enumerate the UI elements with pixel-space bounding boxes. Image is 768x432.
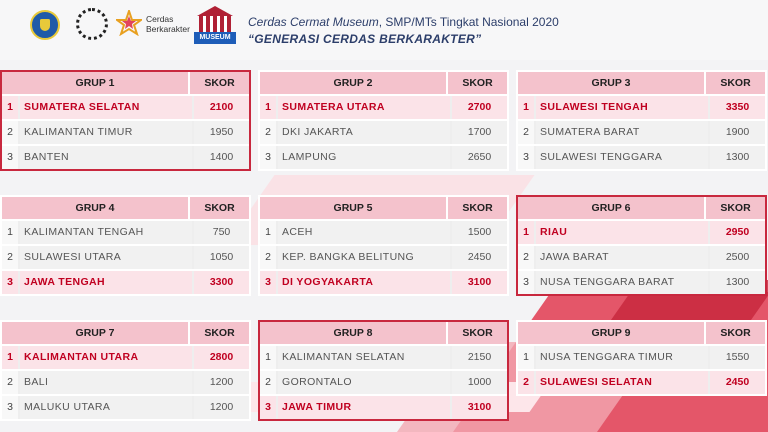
group-name: GRUP 9 <box>518 322 704 344</box>
score-value: 750 <box>194 221 249 244</box>
museum-logo <box>194 6 236 46</box>
score-value: 2450 <box>452 246 507 269</box>
group-table-5 <box>258 195 509 296</box>
cerdas-logo-line1: Cerdas <box>146 14 174 24</box>
rank-number: 3 <box>2 396 18 419</box>
province-name: NUSA TENGGARA TIMUR <box>536 346 708 369</box>
rank-number: 2 <box>260 246 276 269</box>
province-name: SUMATERA UTARA <box>278 96 450 119</box>
group-table-2 <box>258 70 509 171</box>
rank-number: 2 <box>518 246 534 269</box>
rank-number: 3 <box>260 271 276 294</box>
group-name: GRUP 7 <box>2 322 188 344</box>
rank-number: 1 <box>260 346 276 369</box>
province-name: SUMATERA BARAT <box>536 121 708 144</box>
province-name: ACEH <box>278 221 450 244</box>
score-column-header: SKOR <box>190 72 249 94</box>
province-name: KALIMANTAN TENGAH <box>20 221 192 244</box>
table-row <box>260 371 507 394</box>
table-row <box>518 221 765 244</box>
group-header <box>2 72 249 94</box>
province-name: SULAWESI UTARA <box>20 246 192 269</box>
group-name: GRUP 6 <box>518 197 704 219</box>
rank-number: 2 <box>260 121 276 144</box>
group-header <box>518 322 765 344</box>
table-row <box>2 146 249 169</box>
province-name: MALUKU UTARA <box>20 396 192 419</box>
rank-number: 1 <box>518 96 534 119</box>
rank-number: 3 <box>518 146 534 169</box>
rank-number: 1 <box>260 96 276 119</box>
province-name: KALIMANTAN SELATAN <box>278 346 450 369</box>
province-name: KEP. BANGKA BELITUNG <box>278 246 450 269</box>
province-name: GORONTALO <box>278 371 450 394</box>
rank-number: 1 <box>2 346 18 369</box>
rank-number: 3 <box>260 146 276 169</box>
group-header <box>2 322 249 344</box>
rank-number: 1 <box>518 346 534 369</box>
title-italic: Cerdas Cermat Museum <box>248 15 379 29</box>
score-column-header: SKOR <box>706 322 765 344</box>
province-name: JAWA BARAT <box>536 246 708 269</box>
page-subtitle: “GENERASI CERDAS BERKARAKTER” <box>248 32 482 46</box>
table-row <box>2 346 249 369</box>
score-value: 3100 <box>452 271 507 294</box>
rank-number: 1 <box>518 221 534 244</box>
score-value: 2650 <box>452 146 507 169</box>
rank-number: 2 <box>518 371 534 394</box>
table-row <box>2 121 249 144</box>
score-value: 3350 <box>710 96 765 119</box>
province-name: SULAWESI TENGAH <box>536 96 708 119</box>
table-row <box>518 371 765 394</box>
group-header <box>518 72 765 94</box>
group-header <box>260 72 507 94</box>
score-value: 1200 <box>194 371 249 394</box>
rank-number: 3 <box>518 271 534 294</box>
score-value: 2700 <box>452 96 507 119</box>
province-name: LAMPUNG <box>278 146 450 169</box>
table-row <box>260 396 507 419</box>
group-table-1 <box>0 70 251 171</box>
score-value: 1050 <box>194 246 249 269</box>
header <box>0 0 768 60</box>
province-name: KALIMANTAN UTARA <box>20 346 192 369</box>
score-value: 3100 <box>452 396 507 419</box>
table-row <box>518 121 765 144</box>
province-name: RIAU <box>536 221 708 244</box>
province-name: JAWA TIMUR <box>278 396 450 419</box>
cerdas-logo-text <box>146 14 190 34</box>
score-value: 1550 <box>710 346 765 369</box>
province-name: KALIMANTAN TIMUR <box>20 121 192 144</box>
page-title <box>248 15 559 29</box>
table-row <box>260 121 507 144</box>
table-row <box>518 96 765 119</box>
table-row <box>2 246 249 269</box>
rank-number: 1 <box>260 221 276 244</box>
rank-number: 2 <box>2 371 18 394</box>
rank-number: 1 <box>2 221 18 244</box>
table-row <box>260 146 507 169</box>
province-name: JAWA TENGAH <box>20 271 192 294</box>
title-rest: , SMP/MTs Tingkat Nasional 2020 <box>378 15 559 29</box>
table-row <box>518 271 765 294</box>
table-row <box>260 346 507 369</box>
score-column-header: SKOR <box>706 197 765 219</box>
kemdikbud-logo-icon <box>30 10 60 40</box>
province-name: SULAWESI TENGGARA <box>536 146 708 169</box>
table-row <box>260 246 507 269</box>
museum-logo-label: MUSEUM <box>194 32 236 44</box>
score-column-header: SKOR <box>448 197 507 219</box>
group-table-8 <box>258 320 509 421</box>
province-name: BANTEN <box>20 146 192 169</box>
score-value: 1950 <box>194 121 249 144</box>
rank-number: 2 <box>518 121 534 144</box>
score-value: 2950 <box>710 221 765 244</box>
province-name: BALI <box>20 371 192 394</box>
title-block <box>248 15 559 46</box>
rank-number: 3 <box>260 396 276 419</box>
group-header <box>2 197 249 219</box>
table-row <box>518 346 765 369</box>
table-row <box>518 246 765 269</box>
groups-grid <box>0 70 768 432</box>
score-value: 2500 <box>710 246 765 269</box>
score-value: 2450 <box>710 371 765 394</box>
score-value: 1400 <box>194 146 249 169</box>
group-name: GRUP 5 <box>260 197 446 219</box>
table-row <box>2 221 249 244</box>
museum-roof-icon <box>197 6 233 16</box>
group-table-4 <box>0 195 251 296</box>
cerdas-berkarakter-logo <box>116 8 194 42</box>
province-name: NUSA TENGGARA BARAT <box>536 271 708 294</box>
group-name: GRUP 2 <box>260 72 446 94</box>
score-value: 1300 <box>710 271 765 294</box>
score-value: 2100 <box>194 96 249 119</box>
table-row <box>260 271 507 294</box>
province-name: SUMATERA SELATAN <box>20 96 192 119</box>
dotted-circle-logo-icon <box>76 8 108 40</box>
score-value: 1200 <box>194 396 249 419</box>
rank-number: 2 <box>2 121 18 144</box>
score-column-header: SKOR <box>448 322 507 344</box>
table-row <box>260 96 507 119</box>
table-row <box>2 396 249 419</box>
score-value: 1900 <box>710 121 765 144</box>
score-value: 1300 <box>710 146 765 169</box>
cerdas-star-icon <box>116 10 142 36</box>
group-table-7 <box>0 320 251 421</box>
group-table-6 <box>516 195 767 296</box>
score-column-header: SKOR <box>190 322 249 344</box>
score-column-header: SKOR <box>706 72 765 94</box>
group-header <box>260 197 507 219</box>
score-value: 1700 <box>452 121 507 144</box>
score-value: 2800 <box>194 346 249 369</box>
province-name: DKI JAKARTA <box>278 121 450 144</box>
rank-number: 3 <box>2 146 18 169</box>
table-row <box>260 221 507 244</box>
score-value: 1500 <box>452 221 507 244</box>
group-table-3 <box>516 70 767 171</box>
table-row <box>2 271 249 294</box>
table-row <box>518 146 765 169</box>
group-header <box>260 322 507 344</box>
table-row <box>2 96 249 119</box>
score-value: 2150 <box>452 346 507 369</box>
rank-number: 3 <box>2 271 18 294</box>
rank-number: 1 <box>2 96 18 119</box>
score-column-header: SKOR <box>448 72 507 94</box>
rank-number: 2 <box>2 246 18 269</box>
rank-number: 2 <box>260 371 276 394</box>
province-name: SULAWESI SELATAN <box>536 371 708 394</box>
table-row <box>2 371 249 394</box>
group-name: GRUP 8 <box>260 322 446 344</box>
group-name: GRUP 3 <box>518 72 704 94</box>
score-column-header: SKOR <box>190 197 249 219</box>
group-header <box>518 197 765 219</box>
museum-columns-icon <box>199 16 231 32</box>
cerdas-logo-line2: Berkarakter <box>146 24 190 34</box>
group-name: GRUP 4 <box>2 197 188 219</box>
score-value: 3300 <box>194 271 249 294</box>
province-name: DI YOGYAKARTA <box>278 271 450 294</box>
group-name: GRUP 1 <box>2 72 188 94</box>
group-table-9 <box>516 320 767 396</box>
score-value: 1000 <box>452 371 507 394</box>
